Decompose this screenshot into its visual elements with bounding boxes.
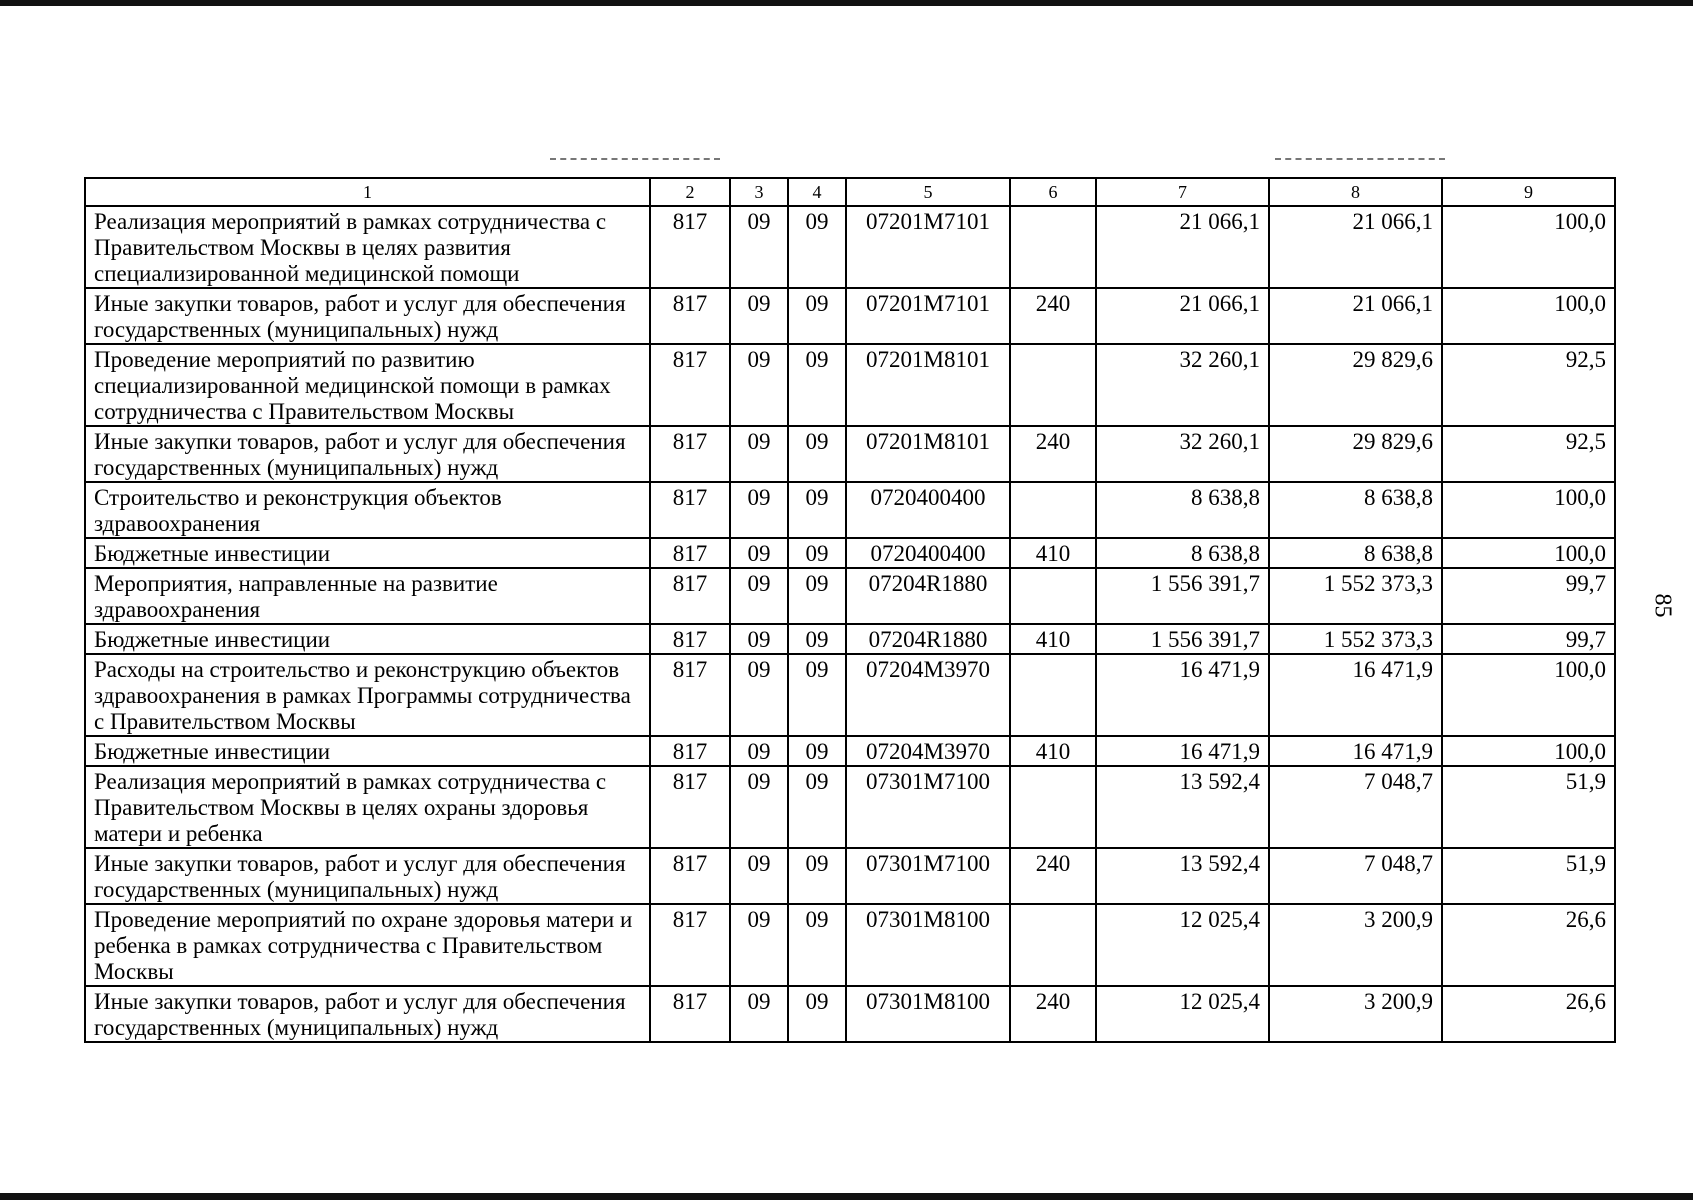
expense-type-cell: 410 [1010,624,1096,654]
planned-amount-cell: 8 638,8 [1096,538,1269,568]
admin-code-cell: 817 [650,568,730,624]
row-name-cell: Иные закупки товаров, работ и услуг для обеспечения государственных (муниципальных) нужд [85,848,650,904]
column-header: 3 [730,178,788,206]
expense-type-cell [1010,766,1096,848]
expense-type-cell: 240 [1010,288,1096,344]
target-article-cell: 07204R1880 [846,568,1010,624]
row-name-cell: Иные закупки товаров, работ и услуг для обеспечения государственных (муниципальных) нужд [85,288,650,344]
actual-amount-cell: 8 638,8 [1269,538,1442,568]
percent-cell: 26,6 [1442,986,1615,1042]
section-code-cell: 09 [730,986,788,1042]
admin-code-cell: 817 [650,288,730,344]
actual-amount-cell: 21 066,1 [1269,206,1442,288]
target-article-cell: 07201M8101 [846,426,1010,482]
subsection-code-cell: 09 [788,568,846,624]
section-code-cell: 09 [730,654,788,736]
table-row [85,482,1615,538]
actual-amount-cell: 3 200,9 [1269,904,1442,986]
actual-amount-cell: 16 471,9 [1269,736,1442,766]
table-row [85,736,1615,766]
row-name-cell: Бюджетные инвестиции [85,736,650,766]
subsection-code-cell: 09 [788,624,846,654]
table-body [85,206,1615,1042]
planned-amount-cell: 32 260,1 [1096,344,1269,426]
percent-cell: 51,9 [1442,848,1615,904]
admin-code-cell: 817 [650,206,730,288]
actual-amount-cell: 1 552 373,3 [1269,624,1442,654]
row-name-cell: Иные закупки товаров, работ и услуг для обеспечения государственных (муниципальных) нужд [85,426,650,482]
planned-amount-cell: 16 471,9 [1096,654,1269,736]
actual-amount-cell: 3 200,9 [1269,986,1442,1042]
percent-cell: 26,6 [1442,904,1615,986]
section-code-cell: 09 [730,624,788,654]
table-header-row [85,178,1615,206]
target-article-cell: 07301M7100 [846,766,1010,848]
row-name-cell: Проведение мероприятий по охране здоровья матери и ребенка в рамках сотрудничества с Правительством Москвы [85,904,650,986]
subsection-code-cell: 09 [788,766,846,848]
table-row [85,344,1615,426]
subsection-code-cell: 09 [788,206,846,288]
actual-amount-cell: 16 471,9 [1269,654,1442,736]
row-name-cell: Бюджетные инвестиции [85,624,650,654]
admin-code-cell: 817 [650,654,730,736]
target-article-cell: 0720400400 [846,538,1010,568]
actual-amount-cell: 7 048,7 [1269,766,1442,848]
budget-table [84,177,1616,1043]
table-row [85,986,1615,1042]
section-code-cell: 09 [730,904,788,986]
planned-amount-cell: 13 592,4 [1096,848,1269,904]
target-article-cell: 07204M3970 [846,736,1010,766]
percent-cell: 100,0 [1442,288,1615,344]
admin-code-cell: 817 [650,426,730,482]
planned-amount-cell: 12 025,4 [1096,986,1269,1042]
table-row [85,568,1615,624]
row-name-cell: Бюджетные инвестиции [85,538,650,568]
expense-type-cell [1010,654,1096,736]
percent-cell: 100,0 [1442,538,1615,568]
admin-code-cell: 817 [650,344,730,426]
expense-type-cell: 240 [1010,426,1096,482]
subsection-code-cell: 09 [788,736,846,766]
planned-amount-cell: 21 066,1 [1096,288,1269,344]
actual-amount-cell: 8 638,8 [1269,482,1442,538]
table-row [85,206,1615,288]
actual-amount-cell: 1 552 373,3 [1269,568,1442,624]
planned-amount-cell: 8 638,8 [1096,482,1269,538]
subsection-code-cell: 09 [788,654,846,736]
expense-type-cell [1010,904,1096,986]
row-name-cell: Иные закупки товаров, работ и услуг для обеспечения государственных (муниципальных) нужд [85,986,650,1042]
subsection-code-cell: 09 [788,288,846,344]
section-code-cell: 09 [730,766,788,848]
subsection-code-cell: 09 [788,538,846,568]
row-name-cell: Реализация мероприятий в рамках сотрудничества с Правительством Москвы в целях развития специализированной медицинской помощи [85,206,650,288]
row-name-cell: Расходы на строительство и реконструкцию объектов здравоохранения в рамках Программы сотрудничества с Правительством Москвы [85,654,650,736]
target-article-cell: 07201M7101 [846,288,1010,344]
table-row [85,654,1615,736]
planned-amount-cell: 1 556 391,7 [1096,624,1269,654]
expense-type-cell [1010,568,1096,624]
column-header: 8 [1269,178,1442,206]
expense-type-cell [1010,344,1096,426]
section-code-cell: 09 [730,206,788,288]
section-code-cell: 09 [730,736,788,766]
planned-amount-cell: 1 556 391,7 [1096,568,1269,624]
row-name-cell: Мероприятия, направленные на развитие здравоохранения [85,568,650,624]
actual-amount-cell: 29 829,6 [1269,426,1442,482]
admin-code-cell: 817 [650,736,730,766]
percent-cell: 100,0 [1442,482,1615,538]
target-article-cell: 07301M8100 [846,986,1010,1042]
percent-cell: 92,5 [1442,344,1615,426]
target-article-cell: 07204M3970 [846,654,1010,736]
expense-type-cell [1010,206,1096,288]
target-article-cell: 07201M7101 [846,206,1010,288]
actual-amount-cell: 21 066,1 [1269,288,1442,344]
scan-artifact-marks-right [1275,158,1445,164]
section-code-cell: 09 [730,848,788,904]
section-code-cell: 09 [730,344,788,426]
row-name-cell: Проведение мероприятий по развитию специализированной медицинской помощи в рамках сотрудничества с Правительством Москвы [85,344,650,426]
column-header: 7 [1096,178,1269,206]
subsection-code-cell: 09 [788,482,846,538]
admin-code-cell: 817 [650,624,730,654]
planned-amount-cell: 32 260,1 [1096,426,1269,482]
table-row [85,426,1615,482]
section-code-cell: 09 [730,482,788,538]
row-name-cell: Реализация мероприятий в рамках сотрудничества с Правительством Москвы в целях охраны здоровья матери и ребенка [85,766,650,848]
planned-amount-cell: 16 471,9 [1096,736,1269,766]
target-article-cell: 07201M8101 [846,344,1010,426]
admin-code-cell: 817 [650,482,730,538]
actual-amount-cell: 7 048,7 [1269,848,1442,904]
table-row [85,288,1615,344]
section-code-cell: 09 [730,568,788,624]
target-article-cell: 07204R1880 [846,624,1010,654]
percent-cell: 92,5 [1442,426,1615,482]
table-row [85,538,1615,568]
page-number: 85 [1649,593,1676,618]
row-name-cell: Строительство и реконструкция объектов здравоохранения [85,482,650,538]
expense-type-cell: 410 [1010,538,1096,568]
target-article-cell: 0720400400 [846,482,1010,538]
planned-amount-cell: 21 066,1 [1096,206,1269,288]
table-row [85,766,1615,848]
scan-bottom-edge [0,1193,1693,1200]
column-header: 6 [1010,178,1096,206]
column-header: 5 [846,178,1010,206]
scan-artifact-marks-left [550,158,720,164]
table-row [85,904,1615,986]
subsection-code-cell: 09 [788,344,846,426]
percent-cell: 100,0 [1442,654,1615,736]
expense-type-cell: 240 [1010,848,1096,904]
expense-type-cell: 410 [1010,736,1096,766]
column-header: 9 [1442,178,1615,206]
percent-cell: 100,0 [1442,206,1615,288]
subsection-code-cell: 09 [788,986,846,1042]
section-code-cell: 09 [730,538,788,568]
percent-cell: 99,7 [1442,624,1615,654]
section-code-cell: 09 [730,426,788,482]
expense-type-cell: 240 [1010,986,1096,1042]
table-row [85,624,1615,654]
admin-code-cell: 817 [650,848,730,904]
column-header: 4 [788,178,846,206]
admin-code-cell: 817 [650,986,730,1042]
section-code-cell: 09 [730,288,788,344]
planned-amount-cell: 12 025,4 [1096,904,1269,986]
percent-cell: 51,9 [1442,766,1615,848]
percent-cell: 100,0 [1442,736,1615,766]
subsection-code-cell: 09 [788,904,846,986]
column-header: 2 [650,178,730,206]
target-article-cell: 07301M7100 [846,848,1010,904]
column-header: 1 [85,178,650,206]
admin-code-cell: 817 [650,538,730,568]
table-row [85,848,1615,904]
expense-type-cell [1010,482,1096,538]
percent-cell: 99,7 [1442,568,1615,624]
admin-code-cell: 817 [650,766,730,848]
planned-amount-cell: 13 592,4 [1096,766,1269,848]
target-article-cell: 07301M8100 [846,904,1010,986]
subsection-code-cell: 09 [788,848,846,904]
admin-code-cell: 817 [650,904,730,986]
scan-top-edge [0,0,1693,6]
actual-amount-cell: 29 829,6 [1269,344,1442,426]
subsection-code-cell: 09 [788,426,846,482]
